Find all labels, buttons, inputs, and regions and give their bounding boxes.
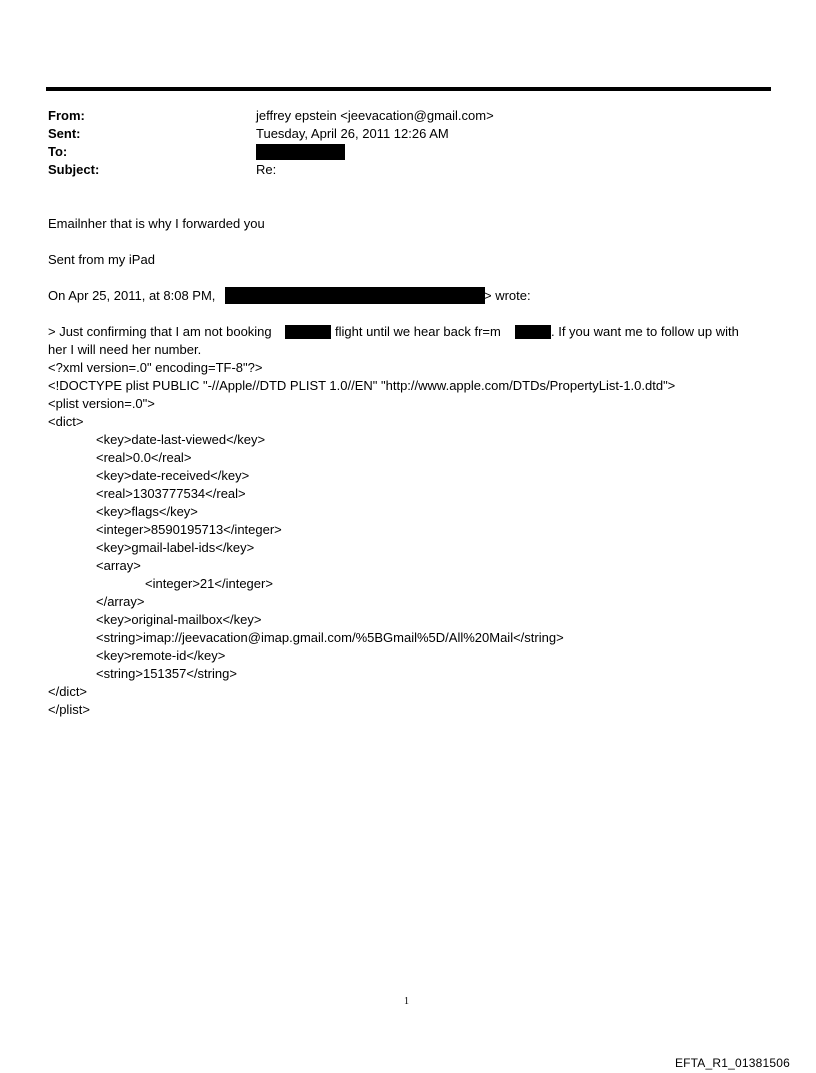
sent-value: Tuesday, April 26, 2011 12:26 AM xyxy=(256,126,449,141)
from-value: jeffrey epstein <jeevacation@gmail.com> xyxy=(256,108,494,123)
plist-line: </dict> xyxy=(48,684,88,699)
header-rule xyxy=(46,87,771,91)
body-line-1: Emailnher that is why I forwarded you xyxy=(48,216,265,231)
plist-line: <real>0.0</real> xyxy=(96,450,192,465)
bates-number: EFTA_R1_01381506 xyxy=(674,1056,790,1070)
plist-line: <key>date-received</key> xyxy=(96,468,250,483)
to-redaction xyxy=(256,144,345,160)
plist-line: </array> xyxy=(96,594,145,609)
plist-line: </plist> xyxy=(48,702,90,717)
plist-line: <integer>21</integer> xyxy=(145,576,273,591)
plist-line: <!DOCTYPE plist PUBLIC "-//Apple//DTD PLIST 1.0//EN" "http://www.apple.com/DTDs/PropertyList-1.0.dtd"> xyxy=(48,378,676,393)
plist-line: <key>flags</key> xyxy=(96,504,198,519)
confirm-part-a: > Just confirming that I am not booking xyxy=(48,324,272,339)
name-redaction-2 xyxy=(515,325,551,339)
plist-line: <key>remote-id</key> xyxy=(96,648,226,663)
page-number: 1 xyxy=(404,996,409,1007)
quote-prefix: On Apr 25, 2011, at 8:08 PM, xyxy=(48,288,216,303)
plist-line: <real>1303777534</real> xyxy=(96,486,246,501)
name-redaction-1 xyxy=(285,325,331,339)
confirm-part-c: . If you want me to follow up with xyxy=(551,324,739,339)
subject-label: Subject: xyxy=(48,162,100,177)
quote-suffix: > wrote: xyxy=(484,288,531,303)
plist-line: <?xml version=.0" encoding=TF-8"?> xyxy=(48,360,263,375)
plist-line: <plist version=.0"> xyxy=(48,396,155,411)
sent-label: Sent: xyxy=(48,126,81,141)
plist-line: <key>gmail-label-ids</key> xyxy=(96,540,255,555)
to-label: To: xyxy=(48,144,68,159)
confirm-line-2: her I will need her number. xyxy=(48,342,202,357)
plist-line: <array> xyxy=(96,558,141,573)
plist-line: <integer>8590195713</integer> xyxy=(96,522,282,537)
confirm-part-b: flight until we hear back fr=m xyxy=(335,324,501,339)
sender-redaction xyxy=(225,287,485,304)
plist-line: <string>151357</string> xyxy=(96,666,237,681)
plist-line: <string>imap://jeevacation@imap.gmail.com/%5BGmail%5D/All%20Mail</string> xyxy=(96,630,564,645)
subject-value: Re: xyxy=(256,162,277,177)
from-label: From: xyxy=(48,108,85,123)
plist-line: <key>date-last-viewed</key> xyxy=(96,432,266,447)
body-line-2: Sent from my iPad xyxy=(48,252,155,267)
plist-line: <key>original-mailbox</key> xyxy=(96,612,262,627)
plist-line: <dict> xyxy=(48,414,84,429)
